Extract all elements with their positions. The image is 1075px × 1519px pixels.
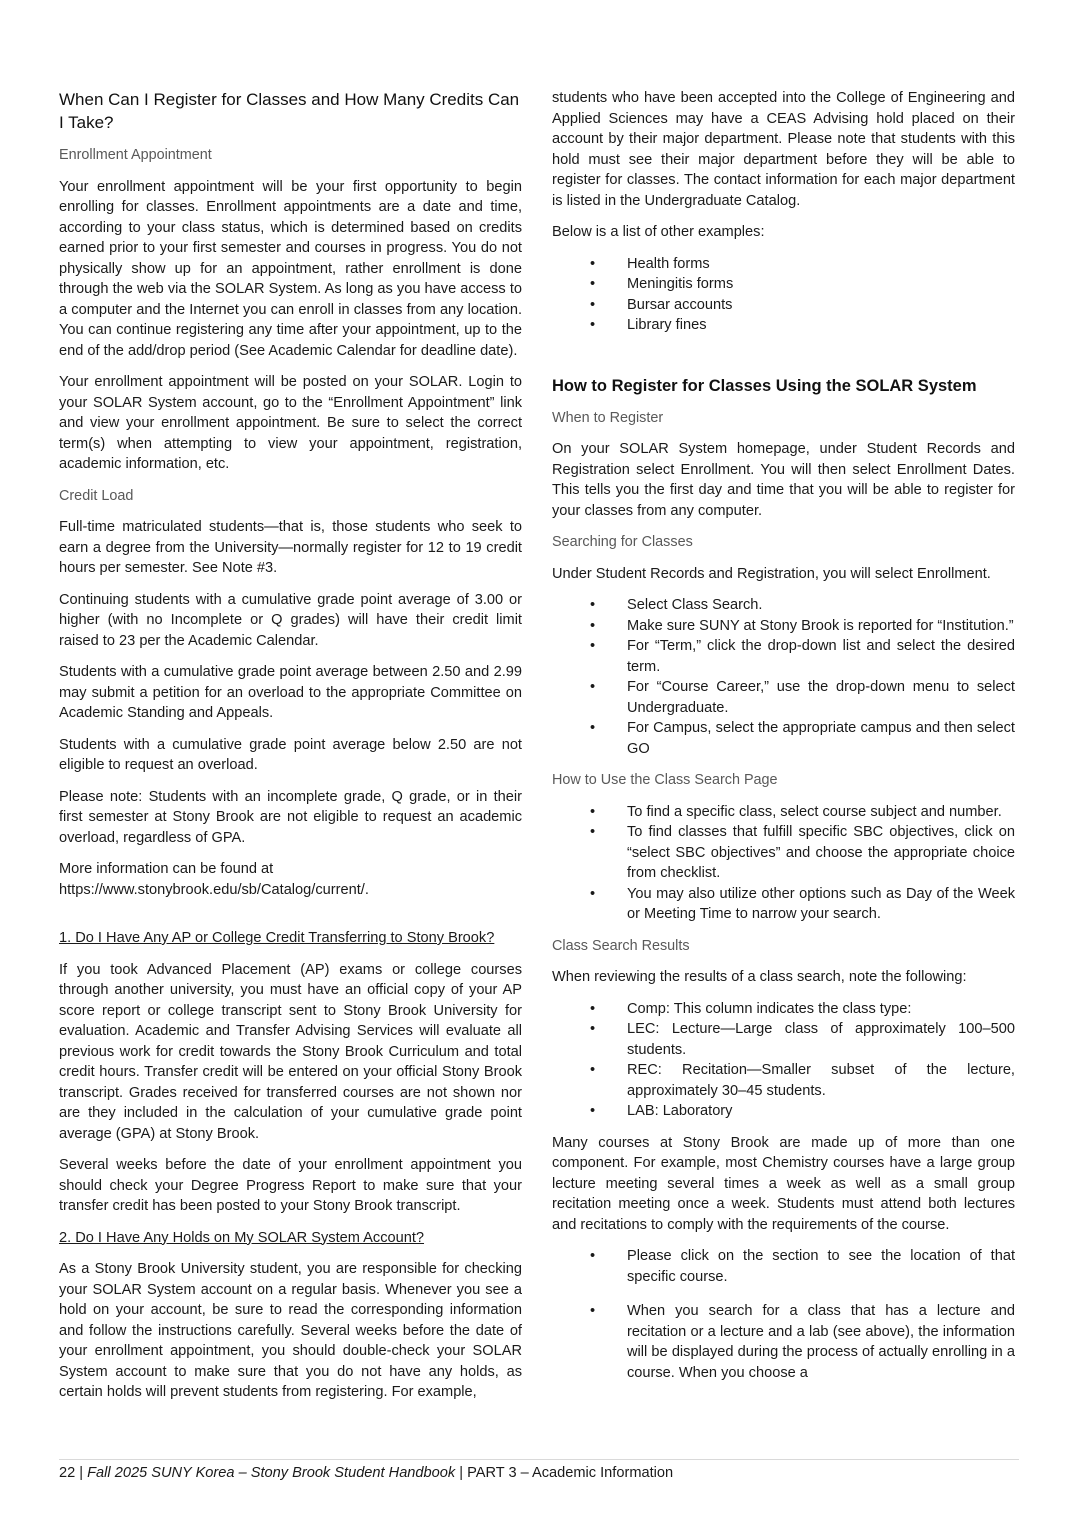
paragraph: Students with a cumulative grade point average between 2.50 and 2.99 may submit a petition for an overload to the appropriate Committee on Academic Standing and Appeals. bbox=[59, 664, 522, 721]
footer-separator: | bbox=[75, 1465, 88, 1481]
list-item: • You may also utilize other options such as Day of the Week or Meeting Time to narrow your search. bbox=[552, 884, 1015, 925]
question-heading-holds: 2. Do I Have Any Holds on My SOLAR System Account? bbox=[59, 1229, 425, 1246]
list-item: • For “Term,” click the drop-down list and select the desired term. bbox=[552, 636, 1015, 677]
final-list bbox=[552, 1246, 1015, 1383]
list-item: • Bursar accounts bbox=[552, 295, 1015, 316]
section-title-register: How to Register for Classes Using the SOLAR System bbox=[552, 376, 977, 395]
paragraph: If you took Advanced Placement (AP) exams or college courses through another university, you must have an official copy of your AP score report or college transcript sent to Stony Brook University for evaluation. Academic and Transfer Advising Services will evaluate all previous work for credit towards the Stony Brook Curriculum and total credit hours. Transfer credit will be entered on your official Stony Brook transcript. Grades received for transferred courses are not shown nor are they included in the calculation of your cumulative grade point average (GPA) at Stony Brook. bbox=[59, 961, 522, 1142]
paragraph: Your enrollment appointment will be your first opportunity to begin enrolling for classes. Enrollment appointments are a date and time, according to your class status, which is determined based on credits earned prior to your first semester and courses in progress. You do not physically show up for an appointment, rather enrollment is done through the web via the SOLAR System. As long as you have access to a computer and the Internet you can enroll in classes from any location. You can continue registering any time after your appointment, up to the end of the add/drop period (See Academic Calendar for deadline date). bbox=[59, 178, 522, 359]
list-item: • Please click on the section to see the location of that specific course. bbox=[552, 1246, 1015, 1287]
list-item: • REC: Recitation—Smaller subset of the lecture, approximately 30–45 students. bbox=[552, 1060, 1015, 1101]
subheading-enrollment-appointment: Enrollment Appointment bbox=[59, 147, 212, 163]
page-number: 22 bbox=[59, 1465, 76, 1481]
list-item: • LAB: Laboratory bbox=[552, 1101, 1015, 1122]
paragraph: students who have been accepted into the College of Engineering and Applied Sciences may have a CEAS Advising hold placed on their account by their major department. Please note that students with this hold must see their major department before they will be able to register for classes. The contact information for each major department is listed in the Undergraduate Catalog. bbox=[552, 90, 1015, 209]
list-item: • LEC: Lecture—Large class of approximately 100–500 students. bbox=[552, 1019, 1015, 1060]
page-footer bbox=[59, 1459, 1019, 1483]
question-heading-ap-credit: 1. Do I Have Any AP or College Credit Transferring to Stony Brook? bbox=[59, 930, 495, 946]
paragraph: Below is a list of other examples: bbox=[552, 224, 765, 240]
paragraph: Please note: Students with an incomplete grade, Q grade, or in their first semester at Stony Brook are not eligible to request an academic overload, regardless of GPA. bbox=[59, 788, 522, 846]
paragraph: When reviewing the results of a class search, note the following: bbox=[552, 969, 967, 985]
paragraph: Under Student Records and Registration, you will select Enrollment. bbox=[552, 565, 991, 582]
more-info-text: More information can be found at bbox=[59, 861, 274, 877]
paragraph: Your enrollment appointment will be posted on your SOLAR. Login to your SOLAR System account, go to the “Enrollment Appointment” link and view your enrollment appointment. Be sure to select the correct term(s) when attempting to view your appointment, registration, academic information, etc. bbox=[59, 374, 522, 472]
examples-list bbox=[552, 254, 1015, 336]
list-item: • Select Class Search. bbox=[552, 595, 1015, 616]
paragraph: Students with a cumulative grade point average below 2.50 are not eligible to request an overload. bbox=[59, 736, 522, 773]
paragraph bbox=[59, 859, 522, 900]
list-item: • To find a specific class, select course subject and number. bbox=[552, 802, 1015, 823]
list-item: • For “Course Career,” use the drop-down menu to select Undergraduate. bbox=[552, 677, 1015, 718]
list-item: • Comp: This column indicates the class type: bbox=[552, 999, 1015, 1020]
list-item: • Meningitis forms bbox=[552, 274, 1015, 295]
subheading-searching: Searching for Classes bbox=[552, 534, 693, 550]
subheading-search-results: Class Search Results bbox=[552, 937, 690, 954]
footer-separator: | bbox=[455, 1465, 468, 1481]
paragraph: As a Stony Brook University student, you are responsible for checking your SOLAR System account on a regular basis. Whenever you see a hold on your account, be sure to read the corresponding information and follow the instructions carefully. Several weeks before the date of your enrollment appointment, you should double-check your SOLAR System account to make sure that you do not have any holds, as certain holds will prevent students from registering. For example, bbox=[59, 1261, 522, 1400]
catalog-link[interactable]: https://www.stonybrook.edu/sb/Catalog/current/. bbox=[59, 881, 369, 898]
paragraph: Continuing students with a cumulative grade point average of 3.00 or higher (with no Incomplete or Q grades) will have their credit limit raised to 23 per the Academic Calendar. bbox=[59, 591, 522, 649]
list-item: • Library fines bbox=[552, 315, 1015, 336]
list-item: • Health forms bbox=[552, 254, 1015, 275]
left-column bbox=[59, 88, 522, 1414]
subheading-credit-load: Credit Load bbox=[59, 487, 134, 504]
handbook-title: Fall 2025 SUNY Korea – Stony Brook Student Handbook bbox=[87, 1465, 456, 1481]
paragraph: On your SOLAR System homepage, under Student Records and Registration select Enrollment. You will then select Enrollment Dates. This tells you the first day and time that you will be able to register for your classes from any computer. bbox=[552, 441, 1015, 519]
right-column bbox=[552, 88, 1015, 1394]
list-item: • When you search for a class that has a lecture and recitation or a lecture and a lab (see above), the information will be displayed during the process of actually enrolling in a course. When you choose a bbox=[552, 1301, 1015, 1383]
list-item: • Make sure SUNY at Stony Brook is reported for “Institution.” bbox=[552, 616, 1015, 637]
subheading-class-search-page: How to Use the Class Search Page bbox=[552, 772, 778, 788]
class-search-list bbox=[552, 802, 1015, 925]
paragraph: Several weeks before the date of your enrollment appointment you should check your Degree Progress Report to make sure that your transfer credit has been posted to your Stony Brook transcript. bbox=[59, 1157, 522, 1214]
subheading-when-to-register: When to Register bbox=[552, 409, 664, 426]
paragraph: Many courses at Stony Brook are made up of more than one component. For example, most Chemistry courses have a large group lecture meeting several times a week as well as a small group recitation meeting once a week. Students must attend both lectures and recitations to comply with the requirements of the course. bbox=[552, 1134, 1015, 1233]
search-steps-list bbox=[552, 595, 1015, 759]
list-item: • To find classes that fulfill specific SBC objectives, click on “select SBC objectives” and choose the appropriate choice from checklist. bbox=[552, 822, 1015, 884]
part-label: PART 3 – Academic Information bbox=[467, 1465, 674, 1481]
list-item: • For Campus, select the appropriate campus and then select GO bbox=[552, 718, 1015, 759]
section-title: When Can I Register for Classes and How Many Credits Can I Take? bbox=[59, 90, 520, 132]
paragraph: Full-time matriculated students—that is, those students who seek to earn a degree from the University—normally register for 12 to 19 credit hours per semester. See Note #3. bbox=[59, 519, 522, 576]
results-list bbox=[552, 999, 1015, 1122]
